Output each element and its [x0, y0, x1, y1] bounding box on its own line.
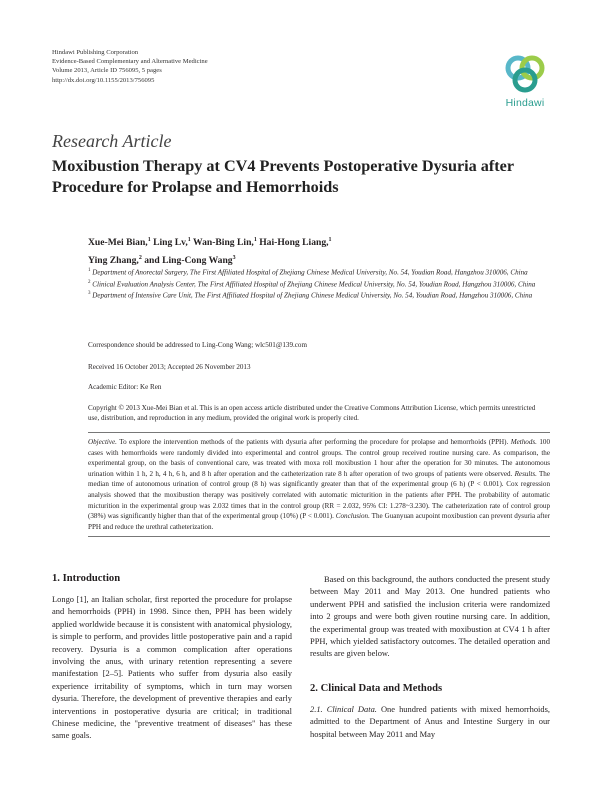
abstract-objective-label: Objective.	[88, 438, 117, 446]
affiliations	[88, 266, 548, 301]
affiliation-item	[88, 266, 548, 278]
correspondence: Correspondence should be addressed to Ling-Cong Wang; wlc501@139.com	[88, 341, 307, 349]
abstract-results-label: Results.	[514, 469, 537, 478]
author-affil-num: 1	[147, 237, 151, 243]
right-column	[310, 573, 550, 740]
clinical-data-paragraph	[310, 703, 550, 740]
article-title: Moxibustion Therapy at CV4 Prevents Postoperative Dysuria after Procedure for Prolapse and Hemorrhoids	[52, 157, 514, 196]
affiliation-num: 1	[88, 268, 91, 273]
author-name: Ling Lv,	[153, 237, 188, 249]
author-affil-num: 1	[187, 237, 191, 243]
affiliation-text: Department of Intensive Care Unit, The First Affiliated Hospital of Zhejiang Chinese Medical University, No. 54, Youdian Road, Hangzhou 310006, China	[92, 291, 533, 300]
abstract-methods: 100 cases with hemorrhoids were randomly divided into experimental and control groups. The control group received routine nursing care. As comparison, the experimental group, on the basis of conventional care, was treated with moxa roll moxibustion 1 hour after the operation for 30 minutes. The autonomous urination within 1 h, 2 h, 4 h, 6 h, and 8 h after operation and the catheterization rate 8 h after operation of two groups of patients were observed.	[88, 438, 550, 478]
author-affil-num: 3	[232, 254, 236, 261]
abstract-objective: To explore the intervention methods of the patients with dysuria after performing the procedure for prolapse and hemorrhoids (PPH).	[119, 438, 509, 446]
left-column	[52, 572, 292, 742]
affiliation-num: 2	[88, 279, 91, 285]
introduction-paragraph: Longo [1], an Italian scholar, first reported the procedure for prolapse and hemorrhoids (PPH) in 1998. Since then, PPH has been widely applied worldwide because it is consistent with anatomical physiology, is simple to perform, and provides little postoperative pain and a rapid recovery. Dysuria is a common complication after operations involving the anus, with urinary retention representing a severe manifestation [2–5]. Patients who suffer from dysuria also easily experience irritability of symptoms, which in turn may worsen dysuria. Therefore, the development of preventive therapies and early interventions in postoperative dysuria are critical; in traditional Chinese medicine, the "preventive treatment of diseases" has these same goals.	[52, 594, 292, 741]
affiliation-item	[88, 289, 548, 301]
author-name: Wan-Bing Lin,	[193, 237, 254, 249]
author-name: Ying Zhang,	[88, 254, 139, 266]
copyright-notice: Copyright © 2013 Xue-Mei Bian et al. This is an open access article distributed under the Creative Commons Attribution License, which permits unrestricted use, distribution, and reproduction in any medium, provided the original work is properly cited.	[88, 404, 536, 423]
section-heading-introduction: 1. Introduction	[52, 573, 121, 584]
article-type: Research Article	[52, 131, 172, 151]
author-affil-num: 1	[328, 237, 332, 243]
abstract-conclusion-label: Conclusion.	[335, 512, 370, 521]
abstract-methods-label: Methods.	[510, 438, 537, 446]
publication-info	[52, 48, 208, 85]
received-dates: Received 16 October 2013; Accepted 26 November 2013	[88, 363, 251, 371]
author-list	[88, 233, 508, 268]
affiliation-text: Clinical Evaluation Analysis Center, The First Affiliated Hospital of Zhejiang Chinese Medical University, No. 54, Youdian Road, Hangzhou 310006, China	[92, 280, 536, 289]
affiliation-item	[88, 278, 548, 290]
publisher: Hindawi Publishing Corporation	[52, 49, 139, 56]
affiliation-num: 3	[88, 291, 91, 297]
author-line-1	[88, 233, 508, 251]
section-heading-methods: 2. Clinical Data and Methods	[310, 682, 443, 694]
abstract-results: The median time of autonomous urination of control group (8 h) was significantly greater than that of the experimental group (6 h) (P < 0.001). Cox regression analysis showed that the moxibustion therapy was positively correlated with automatic micturition in the patients after PPH. The probability of automatic micturition in the experimental group was 2.032 times that in the control group (RR = 2.032, 95% CI: 1.278~3.230). The catheterization rate of control group (38%) was significantly higher than that of the experimental group (10%) (P < 0.001).	[88, 469, 550, 521]
subsection-text: One hundred patients with mixed hemorrhoids, admitted to the Department of Anus and Intestine Surgery in our hospital between May 2011 and May	[310, 703, 550, 739]
author-name: Hai-Hong Liang,	[259, 237, 329, 249]
subsection-label: 2.1. Clinical Data.	[310, 703, 377, 714]
abstract	[88, 432, 550, 537]
academic-editor: Academic Editor: Ke Ren	[88, 383, 162, 391]
author-name: and Ling-Cong Wang	[144, 254, 233, 266]
abstract-conclusion: The Guanyuan acupoint moxibustion can prevent dysuria after PPH and reduce the urethral catheterization.	[88, 512, 550, 531]
hindawi-logo-text: Hindawi	[505, 97, 545, 109]
journal-name: Evidence-Based Complementary and Alternative Medicine	[52, 58, 208, 66]
author-name: Xue-Mei Bian,	[88, 237, 148, 249]
author-affil-num: 2	[138, 254, 142, 261]
background-paragraph: Based on this background, the authors conducted the present study between May 2011 and May 2013. One hundred patients who underwent PPH and satisfied the inclusion criteria were randomized into 2 groups and were both given routine nursing care. In addition, the experimental group was treated with moxibustion at CV4 1 h after PPH, which yielded satisfactory outcomes. The detailed operation and results are given below.	[310, 574, 550, 659]
author-affil-num: 1	[253, 237, 257, 243]
volume-info: Volume 2013, Article ID 756095, 5 pages	[52, 67, 162, 75]
doi-link[interactable]: http://dx.doi.org/10.1155/2013/756095	[52, 76, 155, 84]
affiliation-text: Department of Anorectal Surgery, The First Affiliated Hospital of Zhejiang Chinese Medical University, No. 54, Youdian Road, Hangzhou 310006, China	[92, 268, 528, 277]
